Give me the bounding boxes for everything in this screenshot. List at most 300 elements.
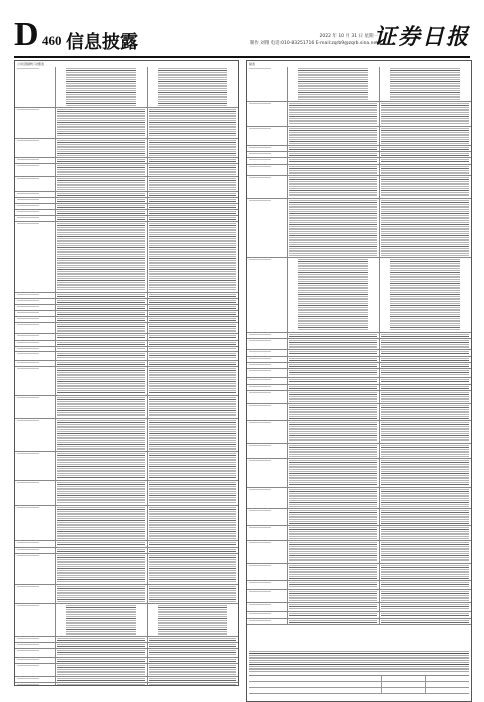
cell-text xyxy=(249,364,271,366)
table-row xyxy=(247,378,471,385)
cell-text xyxy=(289,565,377,579)
cell-text xyxy=(57,678,144,681)
cell-text xyxy=(289,200,377,256)
summary-table xyxy=(249,675,469,698)
original-text-cell xyxy=(55,548,147,553)
article-number-cell xyxy=(247,176,288,198)
revised-text-cell xyxy=(379,603,471,611)
cell-text xyxy=(289,386,377,389)
cell-text xyxy=(381,358,469,361)
cell-text xyxy=(381,166,469,174)
cell-text xyxy=(17,665,39,667)
cell-text xyxy=(57,542,144,546)
cell-text xyxy=(249,489,271,491)
article-number-cell xyxy=(15,108,56,138)
table-caption-right: 续表 xyxy=(249,62,256,66)
original-text-cell xyxy=(55,192,147,197)
original-text-cell xyxy=(55,452,147,480)
revised-text-cell xyxy=(147,311,238,316)
original-text-cell xyxy=(55,664,147,676)
cell-text xyxy=(57,324,144,332)
original-text-cell xyxy=(55,158,147,163)
table-row xyxy=(247,459,471,488)
table-row xyxy=(15,177,238,192)
cell-text xyxy=(57,586,144,602)
cell-text xyxy=(17,650,39,652)
cell-text xyxy=(17,678,39,680)
cell-text xyxy=(57,159,144,162)
cell-text xyxy=(57,453,144,479)
cell-text xyxy=(249,386,271,388)
cell-text xyxy=(381,177,469,197)
revised-text-cell xyxy=(147,419,238,451)
revised-text-cell xyxy=(379,339,471,349)
revised-text-cell xyxy=(147,541,238,547)
revised-text-cell xyxy=(147,352,238,360)
cell-text xyxy=(381,527,469,539)
original-text-cell xyxy=(55,604,147,636)
cell-text xyxy=(149,348,236,350)
original-text-cell xyxy=(287,339,380,349)
original-text-cell xyxy=(287,258,380,332)
cell-text xyxy=(17,353,39,355)
cell-text xyxy=(149,362,236,365)
article-number-cell xyxy=(247,67,288,101)
original-text-cell xyxy=(287,176,380,198)
cell-text xyxy=(289,358,377,361)
cell-text xyxy=(249,565,271,567)
cell-text xyxy=(149,294,236,297)
cell-text xyxy=(149,199,236,202)
article-number-cell xyxy=(15,177,56,191)
revised-text-cell xyxy=(379,488,471,508)
cell-text xyxy=(381,103,469,125)
revised-text-cell xyxy=(379,404,471,420)
article-number-cell xyxy=(15,67,56,107)
original-text-cell xyxy=(287,146,380,151)
cell-text xyxy=(57,306,144,309)
original-text-cell xyxy=(55,585,147,603)
article-number-cell xyxy=(15,334,56,340)
article-number-cell xyxy=(247,165,288,175)
original-text-cell xyxy=(55,396,147,418)
original-text-cell xyxy=(55,658,147,663)
left-column xyxy=(14,60,239,686)
cell-text xyxy=(249,405,271,407)
cell-text xyxy=(17,159,39,161)
article-number-cell xyxy=(15,637,56,642)
revised-text-cell xyxy=(379,67,471,101)
cell-text xyxy=(57,368,144,394)
revised-text-cell xyxy=(379,378,471,384)
cell-text xyxy=(149,650,236,656)
original-text-cell xyxy=(287,459,380,487)
cell-text xyxy=(57,217,144,220)
table-row xyxy=(15,664,238,677)
revised-text-cell xyxy=(147,204,238,209)
article-number-cell xyxy=(15,396,56,418)
cell-text xyxy=(381,200,469,256)
original-text-cell xyxy=(287,612,380,618)
revised-text-cell xyxy=(379,350,471,356)
article-number-cell xyxy=(15,452,56,480)
cell-text xyxy=(57,335,144,339)
cell-text xyxy=(381,153,469,156)
revised-text-cell xyxy=(379,258,471,332)
article-number-cell xyxy=(247,509,288,525)
article-number-cell xyxy=(247,421,288,443)
cell-text xyxy=(149,353,236,359)
original-text-cell xyxy=(55,334,147,340)
revised-text-cell xyxy=(147,323,238,333)
article-number-cell xyxy=(247,581,288,589)
original-text-cell xyxy=(55,352,147,360)
table-row xyxy=(247,619,471,625)
cell-text xyxy=(57,109,144,137)
article-number-cell xyxy=(15,585,56,603)
table-row xyxy=(247,564,471,581)
cell-text xyxy=(149,542,236,546)
cell-text xyxy=(149,659,236,662)
revised-text-cell xyxy=(379,590,471,602)
table-row xyxy=(247,258,471,333)
revised-text-cell xyxy=(379,146,471,151)
cell-text xyxy=(298,259,368,331)
revised-text-cell xyxy=(379,612,471,618)
cell-text xyxy=(17,211,39,213)
cell-text xyxy=(17,193,39,195)
original-text-cell xyxy=(55,139,147,157)
cell-text xyxy=(381,620,469,623)
cell-text xyxy=(149,205,236,208)
cell-text xyxy=(381,613,469,617)
article-number-cell xyxy=(247,199,288,257)
page-letter: D xyxy=(14,16,38,53)
article-number-cell xyxy=(15,293,56,298)
cell-text xyxy=(57,318,144,321)
cell-text xyxy=(149,678,236,681)
cell-text xyxy=(149,300,236,303)
original-text-cell xyxy=(55,677,147,682)
article-number-cell xyxy=(15,139,56,157)
revised-text-cell xyxy=(147,664,238,676)
cell-text xyxy=(149,586,236,602)
revised-text-cell xyxy=(379,127,471,145)
cell-text xyxy=(289,147,377,150)
footnote-text xyxy=(249,651,469,673)
revised-text-cell xyxy=(379,152,471,157)
table-row xyxy=(15,604,238,637)
cell-text xyxy=(289,159,377,163)
cell-text xyxy=(381,379,469,383)
revised-text-cell xyxy=(147,222,238,292)
cell-text xyxy=(149,211,236,214)
cell-text xyxy=(57,420,144,450)
revised-text-cell xyxy=(147,361,238,366)
cell-text xyxy=(17,362,39,364)
revised-text-cell xyxy=(147,604,238,636)
article-number-cell xyxy=(15,548,56,553)
cell-text xyxy=(249,351,271,353)
cell-text xyxy=(289,460,377,486)
table-row xyxy=(15,334,238,341)
article-number-cell xyxy=(247,333,288,338)
revised-text-cell xyxy=(379,102,471,126)
cell-text xyxy=(149,638,236,641)
original-text-cell xyxy=(287,619,380,624)
article-number-cell xyxy=(15,361,56,366)
table-row xyxy=(247,199,471,258)
cell-text xyxy=(149,178,236,190)
article-number-cell xyxy=(15,164,56,176)
cell-text xyxy=(249,103,271,105)
revised-text-cell xyxy=(147,67,238,107)
revised-text-cell xyxy=(147,198,238,203)
original-text-cell xyxy=(287,404,380,420)
cell-text xyxy=(390,259,460,331)
table-row xyxy=(15,139,238,158)
table-row xyxy=(247,158,471,165)
table-row xyxy=(249,688,469,694)
revised-text-cell xyxy=(147,177,238,191)
cell-text xyxy=(17,482,39,484)
revised-text-cell xyxy=(147,548,238,553)
revised-text-cell xyxy=(147,585,238,603)
article-number-cell xyxy=(15,677,56,682)
cell-text xyxy=(57,650,144,656)
revised-text-cell xyxy=(147,299,238,304)
article-number-cell xyxy=(15,323,56,333)
cell-text xyxy=(381,370,469,376)
revised-text-cell xyxy=(379,363,471,368)
revised-text-cell xyxy=(147,216,238,221)
article-number-cell xyxy=(247,603,288,611)
original-text-cell xyxy=(55,323,147,333)
cell-text xyxy=(249,166,271,168)
original-text-cell xyxy=(287,488,380,508)
revised-text-cell xyxy=(379,619,471,624)
revised-text-cell xyxy=(379,444,471,458)
cell-text xyxy=(57,555,144,583)
table-row xyxy=(15,419,238,452)
revised-text-cell xyxy=(379,564,471,580)
original-text-cell xyxy=(55,177,147,191)
cell-text xyxy=(249,370,271,372)
table-row xyxy=(15,108,238,139)
original-text-cell xyxy=(287,333,380,338)
cell-text xyxy=(249,200,271,202)
table-row xyxy=(247,67,471,102)
cell-text xyxy=(149,217,236,220)
cell-text xyxy=(17,165,39,167)
cell-text xyxy=(57,665,144,675)
cell-text xyxy=(289,379,377,383)
original-text-cell xyxy=(55,317,147,322)
table-row xyxy=(247,509,471,526)
article-number-cell xyxy=(15,658,56,663)
cell-text xyxy=(381,364,469,367)
cell-text xyxy=(249,422,271,424)
header-meta xyxy=(250,33,378,47)
revised-text-cell xyxy=(147,396,238,418)
revised-text-cell xyxy=(147,334,238,340)
original-text-cell xyxy=(287,385,380,390)
cell-text xyxy=(17,684,39,686)
article-number-cell xyxy=(15,419,56,451)
table-row xyxy=(15,585,238,604)
cell-text xyxy=(249,159,271,161)
article-number-cell xyxy=(247,102,288,126)
section-title: 信息披露 xyxy=(66,32,138,53)
revised-text-cell xyxy=(147,108,238,138)
cell-text xyxy=(249,613,271,615)
newspaper-logo: 证券日报 xyxy=(373,24,470,50)
cell-text xyxy=(149,318,236,321)
cell-text xyxy=(149,482,236,504)
cell-text xyxy=(57,549,144,552)
cell-text xyxy=(17,420,39,422)
cell-text xyxy=(381,422,469,442)
article-number-cell xyxy=(15,216,56,221)
revised-text-cell xyxy=(147,637,238,642)
original-text-cell xyxy=(55,643,147,648)
cell-text xyxy=(249,542,271,544)
cell-text xyxy=(149,109,236,137)
cell-text xyxy=(17,549,39,551)
original-text-cell xyxy=(287,152,380,157)
article-number-cell xyxy=(247,541,288,563)
table-caption: 公司章程修订对照表 xyxy=(17,62,45,66)
revised-text-cell xyxy=(379,526,471,540)
cell-text xyxy=(57,140,144,156)
cell-text xyxy=(381,340,469,348)
cell-text xyxy=(249,334,271,336)
article-number-cell xyxy=(15,311,56,316)
article-number-cell xyxy=(15,664,56,676)
cell-text xyxy=(149,555,236,583)
cell-text xyxy=(381,582,469,588)
cell-text xyxy=(17,199,39,201)
original-text-cell xyxy=(287,564,380,580)
table-row xyxy=(15,683,238,686)
revised-text-cell xyxy=(147,158,238,163)
article-number-cell xyxy=(247,619,288,624)
cell-text xyxy=(17,368,39,370)
cell-text xyxy=(289,153,377,156)
cell-text xyxy=(17,205,39,207)
cell-text xyxy=(381,334,469,337)
cell-text xyxy=(249,591,271,593)
table-row xyxy=(247,590,471,603)
cell-text xyxy=(17,109,39,111)
article-number-cell xyxy=(247,444,288,458)
cell-text xyxy=(249,128,271,130)
cell-text xyxy=(149,335,236,339)
original-text-cell xyxy=(287,603,380,611)
cell-text xyxy=(17,342,39,344)
original-text-cell xyxy=(287,581,380,589)
revised-text-cell xyxy=(379,165,471,175)
cell-text xyxy=(17,638,39,640)
original-text-cell xyxy=(55,649,147,657)
original-text-cell xyxy=(287,165,380,175)
article-number-cell xyxy=(247,488,288,508)
cell-text xyxy=(149,306,236,309)
cell-text xyxy=(17,586,39,588)
cell-text xyxy=(57,165,144,175)
revised-text-cell xyxy=(147,649,238,657)
cell-text xyxy=(381,445,469,457)
cell-text xyxy=(57,199,144,202)
table-row xyxy=(247,391,471,404)
cell-text xyxy=(289,489,377,507)
cell-text xyxy=(249,153,271,155)
cell-text xyxy=(17,605,39,607)
article-number-cell xyxy=(15,481,56,505)
cell-text xyxy=(57,294,144,297)
revised-text-cell xyxy=(147,481,238,505)
cell-text xyxy=(149,193,236,196)
cell-text xyxy=(249,340,271,342)
cell-text xyxy=(289,370,377,376)
cell-text xyxy=(17,555,39,557)
original-text-cell xyxy=(55,481,147,505)
amendment-table-right xyxy=(247,67,471,625)
cell-text xyxy=(249,460,271,462)
cell-text xyxy=(149,312,236,315)
cell-text xyxy=(289,340,377,348)
cell-text xyxy=(289,392,377,402)
cell-text xyxy=(249,147,271,149)
article-number-cell xyxy=(15,198,56,203)
cell-text xyxy=(17,335,39,337)
cell-text xyxy=(381,128,469,144)
revised-text-cell xyxy=(379,385,471,390)
cell-text xyxy=(57,205,144,208)
article-number-cell xyxy=(15,683,56,686)
cell-text xyxy=(289,542,377,562)
cell-text xyxy=(149,140,236,156)
article-number-cell xyxy=(15,352,56,360)
original-text-cell xyxy=(55,361,147,366)
cell-text xyxy=(381,565,469,579)
cell-text xyxy=(381,489,469,507)
cell-text xyxy=(17,348,39,350)
cell-text xyxy=(57,178,144,190)
cell-text xyxy=(17,324,39,326)
cell-text xyxy=(66,68,135,106)
article-number-cell xyxy=(247,404,288,420)
table-row xyxy=(15,67,238,108)
original-text-cell xyxy=(55,506,147,540)
cell-text xyxy=(381,392,469,402)
cell-text xyxy=(17,306,39,308)
revised-text-cell xyxy=(147,347,238,351)
table-row xyxy=(15,396,238,419)
article-number-cell xyxy=(247,369,288,377)
cell-text xyxy=(57,638,144,641)
table-row xyxy=(15,222,238,293)
article-number-cell xyxy=(15,367,56,395)
cell-text xyxy=(289,334,377,337)
cell-text xyxy=(249,259,271,261)
cell-text xyxy=(381,542,469,562)
article-number-cell xyxy=(247,258,288,332)
revised-text-cell xyxy=(147,305,238,310)
article-number-cell xyxy=(15,299,56,304)
cell-text xyxy=(17,312,39,314)
revised-text-cell xyxy=(379,369,471,377)
